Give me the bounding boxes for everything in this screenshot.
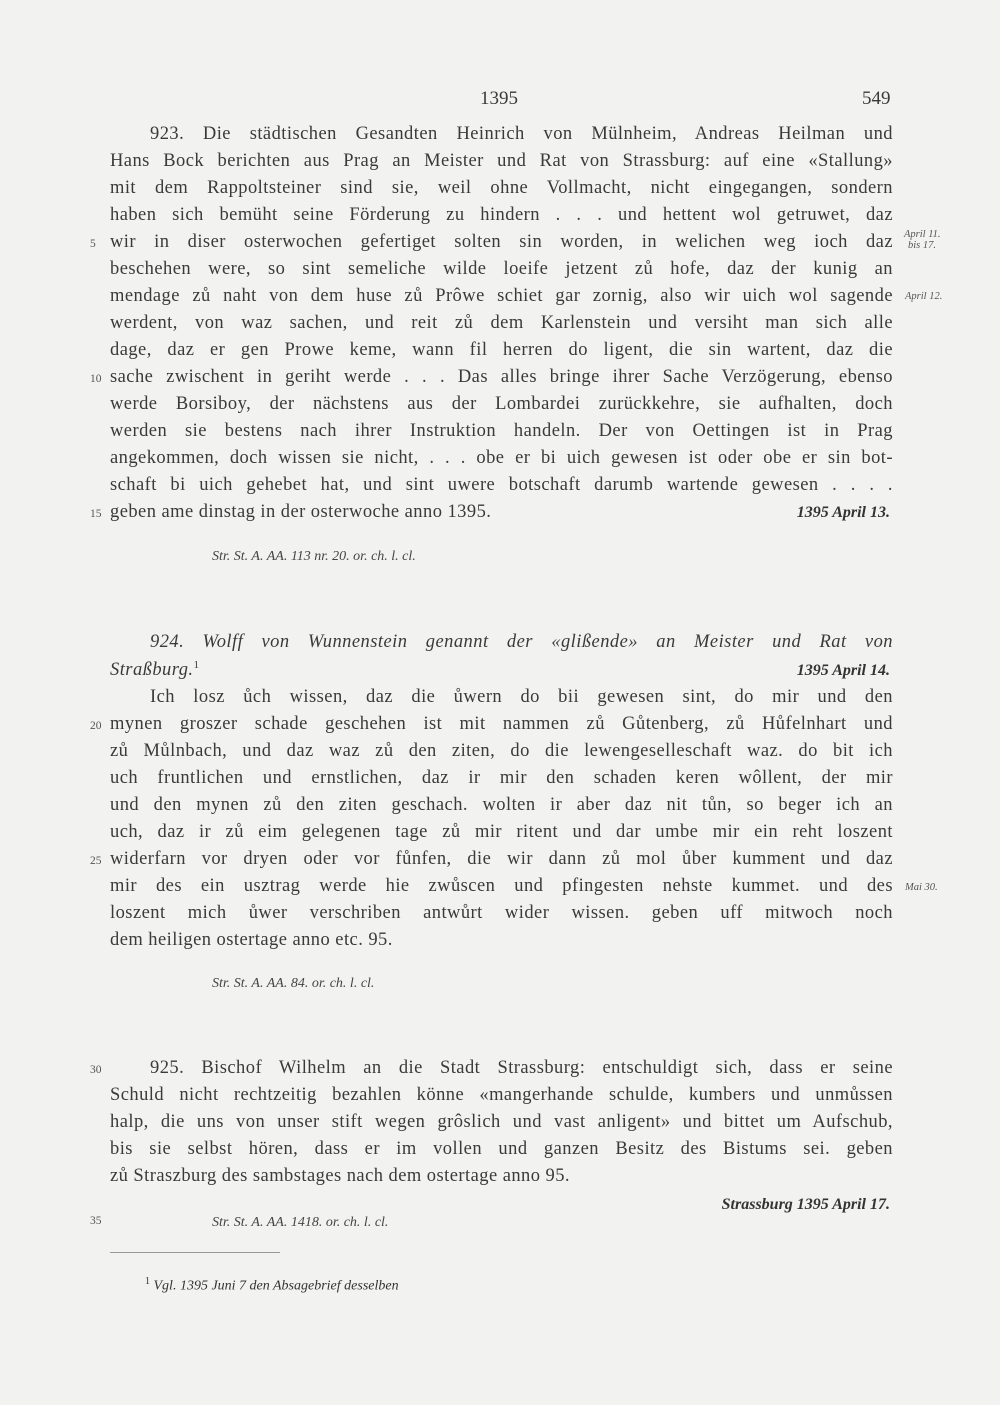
text-line: schaft bi uich gehebet hat, und sint uwere botschaft darumb wartende gewesen . . . . <box>110 475 893 495</box>
text-line: mynen groszer schade geschehen ist mit nammen zů Gůtenberg, zů Hůfelnhart und <box>110 714 893 734</box>
text-line: loszent mich ůwer verschriben antwůrt wider wissen. geben uff mitwoch noch <box>110 903 893 923</box>
text-line: halp, die uns von unser stift wegen grôslich und vast anligent» und bittet um Aufschub, <box>110 1112 893 1132</box>
line-number: 30 <box>90 1064 102 1076</box>
line-number: 5 <box>90 238 96 250</box>
text-line: dem heiligen ostertage anno etc. 95. <box>110 930 393 950</box>
text-line: Schuld nicht rechtzeitig bezahlen könne «mangerhande schulde, kumbers und unmůssen <box>110 1085 893 1105</box>
footnote <box>145 1276 399 1295</box>
margin-note: Mai 30. <box>905 882 938 893</box>
source-reference: Str. St. A. AA. 84. or. ch. l. cl. <box>212 976 375 991</box>
document-date: 1395 April 14. <box>796 662 890 679</box>
text-line: werde Borsiboy, der nächstens aus der Lombardei zurückkehre, sie aufhalten, doch <box>110 394 893 414</box>
line-number: 15 <box>90 508 102 520</box>
document-date: 1395 April 13. <box>796 504 890 521</box>
text-line: haben sich bemüht seine Förderung zu hindern . . . und hettent wol getruwet, daz <box>110 205 893 225</box>
text-line: uch fruntlichen und ernstlichen, daz ir mir den schaden keren wôllent, der mir <box>110 768 893 788</box>
text-line: sache zwischent in geriht werde . . . Das alles bringe ihrer Sache Verzögerung, ebenso <box>110 367 893 387</box>
text-line: zů Straszburg des sambstages nach dem ostertage anno 95. <box>110 1166 571 1186</box>
text-line: 923. Die städtischen Gesandten Heinrich von Mülnheim, Andreas Heilman und <box>150 124 893 144</box>
source-reference: Str. St. A. AA. 113 nr. 20. or. ch. l. cl. <box>212 549 416 564</box>
text-line: mendage zů naht von dem huse zů Prôwe schiet gar zornig, also wir uich wol sagende <box>110 286 893 306</box>
text-line: mir des ein usztrag werde hie zwůscen und pfingesten nehste kummet. und des <box>110 876 893 896</box>
document-date: Strassburg 1395 April 17. <box>721 1196 890 1213</box>
margin-note: April 12. <box>905 291 943 302</box>
text-line: angekommen, doch wissen sie nicht, . . . obe er bi uich gewesen ist oder obe er sin bot- <box>110 448 893 468</box>
text-line: zů Můlnbach, und daz waz zů den ziten, do die lewengeselleschaft waz. do bit ich <box>110 741 893 761</box>
text-line: widerfarn vor dryen oder vor fůnfen, die wir dann zů mol ůber kumment und daz <box>110 849 893 869</box>
footnote-mark: 1 <box>193 659 200 671</box>
margin-note: April 11. <box>904 229 941 240</box>
text-line: werden sie bestens nach ihrer Instruktion handeln. Der von Oettingen ist in Prag <box>110 421 893 441</box>
text-line: werdent, von waz sachen, und reit zů dem Karlenstein und versiht man sich alle <box>110 313 893 333</box>
line-number: 25 <box>90 855 102 867</box>
text-line: 925. Bischof Wilhelm an die Stadt Strassburg: entschuldigt sich, dass er seine <box>150 1058 893 1078</box>
text-line: und den mynen zů den ziten geschach. wolten ir aber daz nit tůn, so beger ich an <box>110 795 893 815</box>
text-line: mit dem Rappoltsteiner sind sie, weil ohne Vollmacht, nicht eingegangen, sondern <box>110 178 893 198</box>
document-title: 924. Wolff von Wunnenstein genannt der «glißende» an Meister und Rat von <box>150 632 893 652</box>
text-line: beschehen were, so sint semeliche wilde loeife jetzent zů hofe, daz der kunig an <box>110 259 893 279</box>
text-line: geben ame dinstag in der osterwoche anno 1395. <box>110 502 492 522</box>
line-number: 10 <box>90 373 102 385</box>
source-reference: Str. St. A. AA. 1418. or. ch. l. cl. <box>212 1215 389 1230</box>
text-line: bis sie selbst hören, dass er im vollen und ganzen Besitz des Bistums sei. geben <box>110 1139 893 1159</box>
document-title-cont: Straßburg. <box>110 660 194 681</box>
text-line: Hans Bock berichten aus Prag an Meister und Rat von Strassburg: auf eine «Stallung» <box>110 151 893 171</box>
text-line: wir in diser osterwochen gefertiget solten sin worden, in welichen weg ioch daz <box>110 232 893 252</box>
footnote-number: 1 <box>145 1276 150 1287</box>
page-number: 549 <box>862 88 891 109</box>
text-line: dage, daz er gen Prowe keme, wann fil herren do ligent, die sin wartent, daz die <box>110 340 893 360</box>
footnote-text: Vgl. 1395 Juni 7 den Absagebrief desselben <box>153 1278 399 1294</box>
text-line: uch, daz ir zů eim gelegenen tage zů mir ritent und dar umbe mir ein reht loszent <box>110 822 893 842</box>
margin-note: bis 17. <box>908 240 937 251</box>
running-year: 1395 <box>480 88 518 109</box>
footnote-rule <box>110 1252 280 1253</box>
text-line: Ich losz ůch wissen, daz die ůwern do bii gewesen sint, do mir und den <box>150 687 893 707</box>
line-number: 35 <box>90 1215 102 1227</box>
line-number: 20 <box>90 720 102 732</box>
